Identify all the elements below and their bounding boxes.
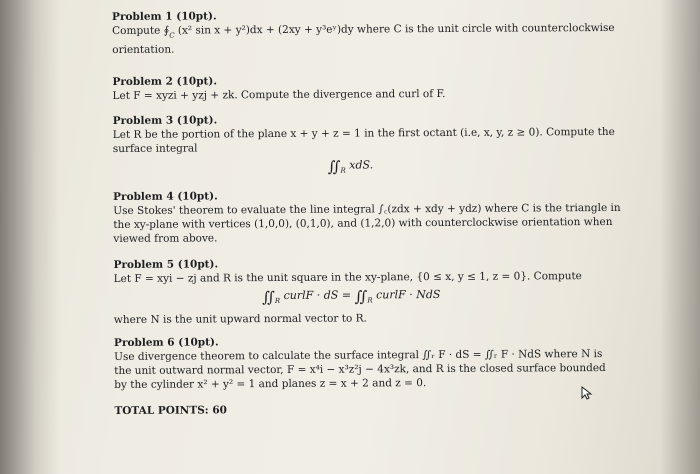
problem-1-title: Problem 1 (10pt).: [112, 10, 217, 23]
double-integral-symbol-left: ∬: [261, 288, 275, 307]
problem-1-contour-sub: C: [169, 31, 175, 40]
double-integral-symbol-right: ∬: [354, 287, 368, 306]
problem-1-text-a: Compute ∮: [112, 24, 170, 37]
problem-5-line-2: where N is the unit upward normal vector to R.: [113, 312, 367, 326]
problem-4-line-1: Use Stokes' theorem to evaluate the line integral ∫꜀(zdx + xdy + ydz) where C is the triangle in: [113, 201, 621, 217]
region-subscript: R: [340, 166, 346, 175]
problem-1: [112, 7, 615, 57]
problem-4-line-3: viewed from above.: [113, 232, 218, 245]
problem-5-lhs: curlF · dS: [283, 288, 339, 302]
problem-4: [113, 187, 621, 246]
problem-2-title: Problem 2 (10pt).: [112, 75, 218, 88]
region-subscript-right: R: [367, 296, 373, 305]
problem-2: [112, 72, 587, 103]
problem-4-title: Problem 4 (10pt).: [113, 190, 218, 203]
problem-2-line-1: Let F = xyzi + yzj + zk. Compute the divergence and curl of F.: [112, 87, 446, 102]
page-shadow-right: [660, 0, 700, 474]
problem-3-line-2: surface integral: [112, 142, 198, 155]
problem-6-title: Problem 6 (10pt).: [113, 336, 219, 349]
problem-5: [114, 255, 589, 327]
double-integral-symbol: ∬: [327, 157, 341, 176]
problem-1-text-b: (x² sin x + y²)dx + (2xy + y³eʸ)dy where C is the unit circle with counterclockwise: [174, 21, 615, 37]
mouse-pointer-icon: [581, 386, 593, 400]
problem-5-rhs: curlF · NdS: [376, 287, 441, 302]
problem-1-line-1: [112, 21, 615, 43]
problem-5-title: Problem 5 (10pt).: [113, 258, 219, 271]
problem-3: [112, 111, 615, 179]
region-subscript-left: R: [274, 296, 281, 306]
problem-6-line-1: Use divergence theorem to calculate the surface integral ∬ᵣ F · dS = ∬ᵣ F · NdS where N is: [114, 348, 603, 363]
problem-5-equals: =: [338, 288, 355, 302]
problem-6-line-3: by the cylinder x² + y² = 1 and planes z = x + 2 and z = 0.: [114, 377, 427, 391]
total-points: TOTAL POINTS: 60: [114, 404, 227, 417]
problem-5-display-equation: [114, 287, 589, 309]
problem-6: [113, 333, 606, 392]
problem-5-line-1: Let F = xyi − zj and R is the unit square in the xy-plane, {0 ≤ x, y ≤ 1, z = 0}. Compute: [113, 270, 582, 285]
problem-3-display-equation: [113, 157, 588, 179]
problem-3-title: Problem 3 (10pt).: [112, 114, 218, 127]
problem-1-line-2: orientation.: [112, 43, 175, 56]
page-shadow-left: [0, 0, 60, 474]
problem-6-line-2: the unit outward normal vector, F = x⁴i − x³z²j − 4x³zk, and R is the closed surface bounded: [114, 361, 606, 377]
problem-3-line-1: Let R be the portion of the plane x + y + z = 1 in the first octant (i.e, x, y, z ≥ 0). Compute the: [112, 125, 615, 141]
problem-4-line-2: the xy-plane with vertices (1,0,0), (0,1,0), and (1,2,0) with counterclockwise orientation when: [113, 215, 613, 231]
problem-3-integrand: xdS.: [349, 158, 374, 172]
